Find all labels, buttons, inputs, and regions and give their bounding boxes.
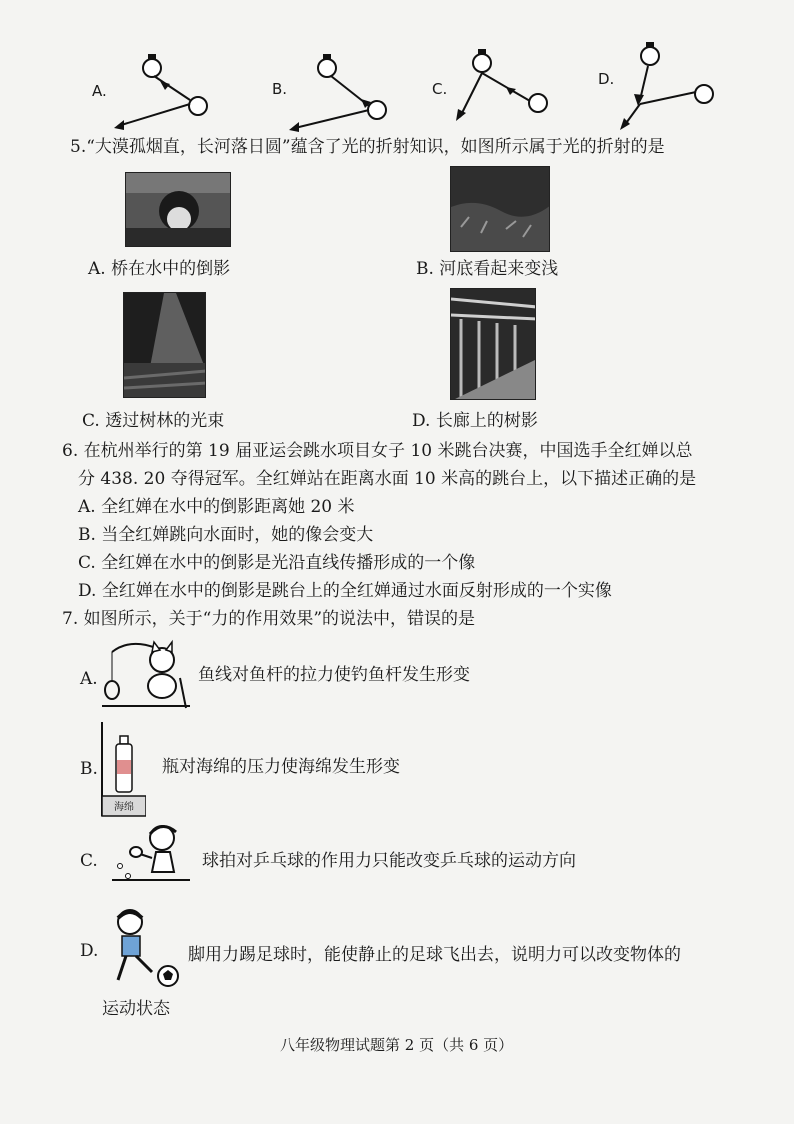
q6-stem-line1: 6. 在杭州举行的第 19 届亚运会跳水项目女子 10 米跳台决赛，中国选手全红婵以总 <box>62 441 693 461</box>
q4-option-a-label: A. <box>92 82 107 100</box>
q5-option-c: C. 透过树林的光束 <box>82 411 225 431</box>
q7-option-c-label: C. <box>80 851 98 871</box>
q6-option-a: A. 全红婵在水中的倒影距离她 20 米 <box>78 497 355 517</box>
bulb-icon <box>473 49 491 72</box>
q7-figure-bottle-sponge <box>98 722 146 818</box>
q7-option-a-label: A. <box>80 669 98 689</box>
q4-option-a-diagram <box>110 48 220 138</box>
eye-icon <box>189 97 207 115</box>
q6-stem-line2: 分 438. 20 夺得冠军。全红婵站在距离水面 10 米高的跳台上，以下描述正确的是 <box>78 469 697 489</box>
q7-stem: 7. 如图所示，关于“力的作用效果”的说法中，错误的是 <box>62 609 476 629</box>
q7-figure-soccer-boy <box>108 906 182 992</box>
q7-figure-fishing-cat <box>100 638 196 714</box>
q7-option-b-label: B. <box>80 759 98 779</box>
q7-option-a-text: 鱼线对鱼杆的拉力使钓鱼杆发生形变 <box>198 665 470 685</box>
q7-option-d-label: D. <box>80 941 99 961</box>
q4-option-d-label: D. <box>598 70 615 88</box>
q5-photo-forest-light <box>123 292 206 398</box>
eye-icon <box>695 85 713 103</box>
bulb-icon <box>143 54 161 77</box>
q7-option-d-text: 脚用力踢足球时，能使静止的足球飞出去，说明力可以改变物体的 <box>188 945 681 965</box>
q6-option-b: B. 当全红婵跳向水面时，她的像会变大 <box>78 525 374 545</box>
q4-option-b-label: B. <box>272 80 288 98</box>
q4-option-c-label: C. <box>432 80 448 98</box>
q5-photo-corridor-shadow <box>450 288 536 400</box>
eye-icon <box>529 94 547 112</box>
q4-option-c-diagram <box>450 45 560 135</box>
eye-icon <box>368 101 386 119</box>
q7-option-c-text: 球拍对乒乓球的作用力只能改变乒乓球的运动方向 <box>202 851 576 871</box>
q4-option-b-diagram <box>285 48 395 138</box>
q6-option-c: C. 全红婵在水中的倒影是光沿直线传播形成的一个像 <box>78 553 476 573</box>
bulb-icon <box>641 42 659 65</box>
q5-option-b: B. 河底看起来变浅 <box>416 259 559 279</box>
bulb-icon <box>318 54 336 77</box>
q7-option-d-text-cont: 运动状态 <box>102 999 170 1019</box>
q7-option-b-text: 瓶对海绵的压力使海绵发生形变 <box>162 757 400 777</box>
page-footer: 八年级物理试题第 2 页（共 6 页） <box>280 1036 514 1054</box>
q6-option-d: D. 全红婵在水中的倒影是跳台上的全红婵通过水面反射形成的一个实像 <box>78 581 612 601</box>
q5-option-a: A. 桥在水中的倒影 <box>88 259 231 279</box>
q5-stem: 5.“大漠孤烟直，长河落日圆”蕴含了光的折射知识，如图所示属于光的折射的是 <box>70 137 665 157</box>
q5-option-d: D. 长廊上的树影 <box>412 411 538 431</box>
q5-photo-bridge-reflection <box>125 172 231 247</box>
sponge-label: 海绵 <box>114 802 134 813</box>
q7-figure-ping-pong-girl <box>110 820 194 892</box>
q5-photo-riverbed <box>450 166 550 252</box>
q4-option-d-diagram <box>612 38 722 138</box>
